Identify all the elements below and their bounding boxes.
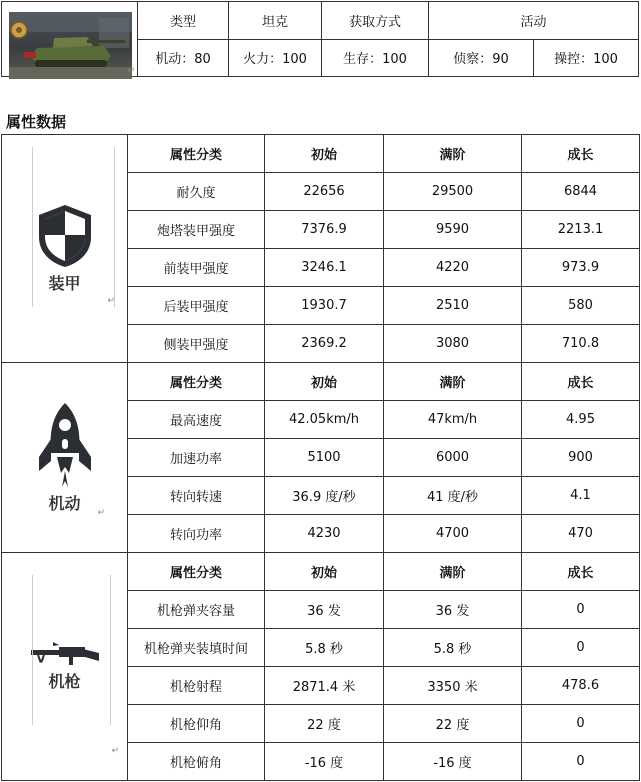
attr-name: 转向功率 — [128, 515, 265, 553]
tank-image-cell — [2, 2, 138, 77]
attr-initial: 36 发 — [265, 591, 384, 629]
col-header-max: 满阶 — [384, 553, 522, 591]
attr-initial: 7376.9 — [265, 211, 384, 249]
attr-growth: 0 — [522, 591, 640, 629]
col-header-initial: 初始 — [265, 135, 384, 173]
attr-name: 机枪射程 — [128, 667, 265, 705]
shield-icon — [37, 203, 93, 269]
attr-name: 侧装甲强度 — [128, 325, 265, 363]
decor-line — [32, 147, 33, 307]
attr-initial: 3246.1 — [265, 249, 384, 287]
attr-growth: 580 — [522, 287, 640, 325]
attr-growth: 2213.1 — [522, 211, 640, 249]
attribute-data-table — [1, 134, 640, 781]
attr-growth: 0 — [522, 743, 640, 781]
rocket-icon — [35, 401, 95, 489]
attr-name: 加速功率 — [128, 439, 265, 477]
attr-growth: 710.8 — [522, 325, 640, 363]
attr-name: 前装甲强度 — [128, 249, 265, 287]
mobility-group-cell — [2, 363, 128, 553]
tank-summary-table — [1, 1, 639, 77]
stat-handling: 操控：100 — [534, 39, 639, 77]
attr-max: 3350 米 — [384, 667, 522, 705]
attr-max: 2510 — [384, 287, 522, 325]
attr-initial: 36.9 度/秒 — [265, 477, 384, 515]
col-header-growth: 成长 — [522, 553, 640, 591]
attr-initial: 22656 — [265, 173, 384, 211]
attr-initial: 22 度 — [265, 705, 384, 743]
attr-initial: 5100 — [265, 439, 384, 477]
col-header-category: 属性分类 — [128, 135, 265, 173]
col-header-max: 满阶 — [384, 363, 522, 401]
header-type-label: 类型 — [138, 2, 229, 40]
col-header-growth: 成长 — [522, 135, 640, 173]
stat-mobility: 机动：80 — [138, 39, 229, 77]
attr-initial: 2369.2 — [265, 325, 384, 363]
attr-max: 47km/h — [384, 401, 522, 439]
decor-line — [114, 147, 115, 307]
attr-growth: 470 — [522, 515, 640, 553]
attr-name: 最高速度 — [128, 401, 265, 439]
attr-growth: 478.6 — [522, 667, 640, 705]
stat-firepower: 火力：100 — [229, 39, 322, 77]
col-header-category: 属性分类 — [128, 553, 265, 591]
header-source-label: 获取方式 — [322, 2, 429, 40]
col-header-initial: 初始 — [265, 363, 384, 401]
attr-max: 36 发 — [384, 591, 522, 629]
attr-growth: 4.1 — [522, 477, 640, 515]
attr-max: -16 度 — [384, 743, 522, 781]
col-header-max: 满阶 — [384, 135, 522, 173]
decor-line — [110, 575, 111, 725]
attr-initial: 42.05km/h — [265, 401, 384, 439]
attr-growth: 900 — [522, 439, 640, 477]
attr-growth: 973.9 — [522, 249, 640, 287]
attr-name: 转向转速 — [128, 477, 265, 515]
machine-gun-label: 机枪 — [48, 672, 81, 691]
paragraph-mark: ↵ — [111, 746, 119, 756]
header-source-value: 活动 — [429, 2, 639, 40]
attr-initial: 2871.4 米 — [265, 667, 384, 705]
paragraph-mark: ↵ — [97, 508, 105, 518]
paragraph-mark: ↵ — [127, 66, 135, 76]
decor-line — [32, 575, 33, 725]
stat-survival: 生存：100 — [322, 39, 429, 77]
attr-name: 耐久度 — [128, 173, 265, 211]
attr-initial: 1930.7 — [265, 287, 384, 325]
tank-screenshot-image — [9, 12, 132, 79]
armor-label: 装甲 — [48, 274, 81, 293]
attr-name: 后装甲强度 — [128, 287, 265, 325]
header-type-value: 坦克 — [229, 2, 322, 40]
armor-group-cell — [2, 135, 128, 363]
attr-name: 机枪仰角 — [128, 705, 265, 743]
attr-max: 6000 — [384, 439, 522, 477]
attr-max: 29500 — [384, 173, 522, 211]
attr-max: 9590 — [384, 211, 522, 249]
attr-max: 5.8 秒 — [384, 629, 522, 667]
machine-gun-group-cell — [2, 553, 128, 781]
attr-max: 3080 — [384, 325, 522, 363]
attr-name: 机枪弹夹装填时间 — [128, 629, 265, 667]
col-header-category: 属性分类 — [128, 363, 265, 401]
stat-recon: 侦察：90 — [429, 39, 534, 77]
attr-growth: 0 — [522, 629, 640, 667]
attr-name: 机枪俯角 — [128, 743, 265, 781]
attr-max: 4700 — [384, 515, 522, 553]
attr-growth: 6844 — [522, 173, 640, 211]
mobility-label: 机动 — [48, 494, 81, 513]
section-heading: 属性数据 — [6, 113, 67, 131]
attr-max: 4220 — [384, 249, 522, 287]
attr-max: 41 度/秒 — [384, 477, 522, 515]
attr-max: 22 度 — [384, 705, 522, 743]
attr-growth: 4.95 — [522, 401, 640, 439]
col-header-initial: 初始 — [265, 553, 384, 591]
machine-gun-icon — [29, 641, 101, 667]
attr-initial: 4230 — [265, 515, 384, 553]
paragraph-mark: ↵ — [107, 296, 115, 306]
attr-name: 机枪弹夹容量 — [128, 591, 265, 629]
attr-initial: -16 度 — [265, 743, 384, 781]
col-header-growth: 成长 — [522, 363, 640, 401]
attr-initial: 5.8 秒 — [265, 629, 384, 667]
attr-growth: 0 — [522, 705, 640, 743]
attr-name: 炮塔装甲强度 — [128, 211, 265, 249]
